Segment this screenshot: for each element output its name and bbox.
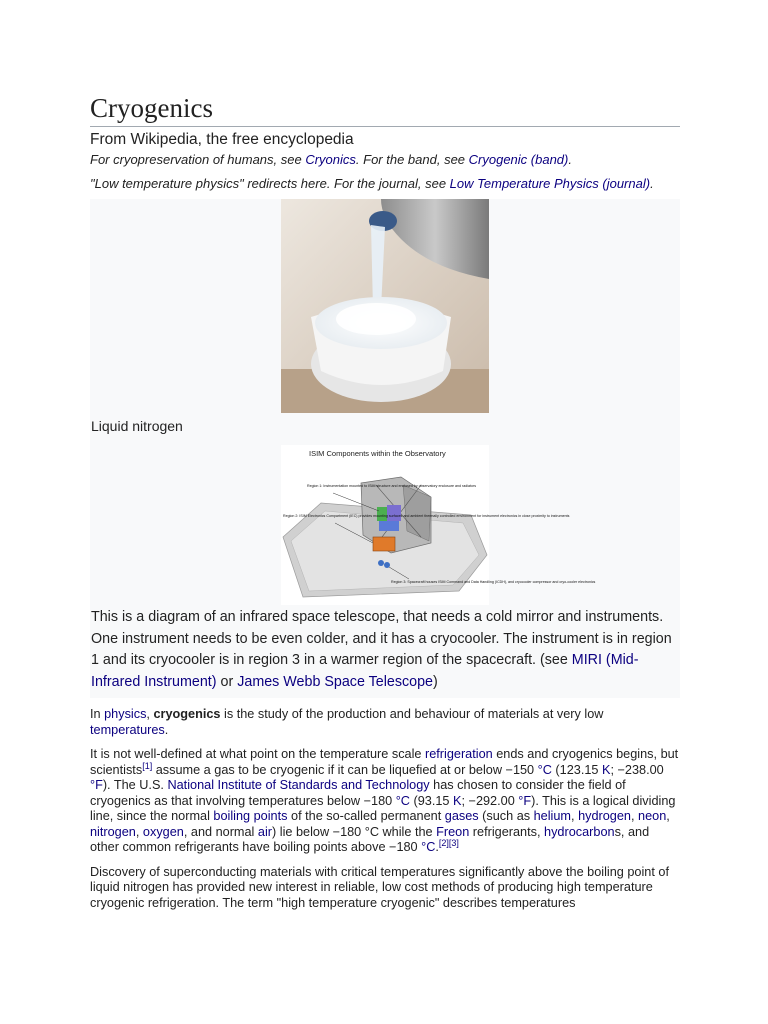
link-nist[interactable]: National Institute of Standards and Technology [167, 778, 430, 792]
text: (93.15 [409, 793, 454, 808]
region3-label: Region 3: Spacecraft houses ISIM Command and Data Handling (ICDH), and cryocooler compressor and cryo-cooler electronics [391, 580, 596, 584]
figure-caption-isim [90, 605, 680, 696]
text: ) lie below −180 °C while the [272, 824, 437, 839]
text: ). This is a logical dividing line, since the normal [90, 793, 676, 823]
link-air[interactable]: air [257, 824, 273, 839]
bold-term: cryogenics [153, 707, 221, 721]
figure-caption-liquid-nitrogen: Liquid nitrogen [91, 418, 183, 434]
text: , and normal [183, 824, 258, 839]
link-temperatures[interactable]: temperatures [90, 722, 165, 737]
hatnote-text: For cryopreservation of humans, see [90, 152, 306, 167]
liquid-nitrogen-photo[interactable] [281, 199, 489, 413]
link-kelvin[interactable]: K [453, 793, 462, 808]
link-celsius[interactable]: °C [421, 840, 436, 854]
text: ; −292.00 [461, 793, 519, 808]
link-cryogenic-band[interactable]: Cryogenic (band) [468, 152, 569, 167]
paragraph-definition [90, 747, 680, 856]
figure-box [90, 199, 680, 698]
link-celsius[interactable]: °C [395, 793, 410, 808]
caption-text: ) [433, 673, 438, 690]
link-hydrocarbons[interactable]: hydrocarbon [544, 824, 615, 839]
hatnote-text: "Low temperature physics" redirects here. For the journal, see [90, 176, 450, 191]
link-celsius[interactable]: °C [537, 762, 552, 777]
page-title: Cryogenics [90, 92, 680, 127]
region1-label: Region 1: Instrumentation mounted to ISIM structure and enclosed by observatory enclosure and radiators [307, 484, 476, 488]
isim-diagram-image [281, 445, 596, 605]
svg-text:Region 1: Instrumentation moun [307, 484, 476, 488]
text: ). The U.S. [102, 778, 168, 792]
paragraph-superconducting: Discovery of superconducting materials with critical temperatures significantly above the boiling point of liquid nitrogen has provided new interest in reliable, low cost methods of producing high temperature cryogenic refrigeration. The term "high temperature cryogenic" describes temperatures [90, 864, 669, 910]
text: of the so-called permanent [287, 809, 445, 823]
text: . [435, 840, 439, 854]
caption-text: This is a diagram of an infrared space telescope, that needs a cold mirror and instruments. One instrument needs to be even colder, and it has a cryocooler. The instrument is in region 1 and its cryocooler is in region 3 in a warmer region of the spacecraft. (see [91, 609, 672, 668]
text: In [90, 707, 105, 721]
text: , [146, 707, 154, 721]
site-subtitle: From Wikipedia, the free encyclopedia [90, 131, 354, 148]
text: (such as [478, 809, 534, 823]
text: refrigerants, [469, 824, 545, 839]
text: It is not well-defined at what point on the temperature scale [90, 747, 425, 761]
text: (123.15 [551, 762, 602, 777]
reference-2-3[interactable]: [2][3] [438, 837, 459, 848]
link-nitrogen[interactable]: nitrogen [90, 824, 136, 839]
svg-text:Region 2: ISIM Electronics Com [283, 514, 570, 518]
link-oxygen[interactable]: oxygen [142, 824, 184, 839]
link-kelvin[interactable]: K [602, 762, 611, 777]
link-cryonics[interactable]: Cryonics [305, 152, 356, 167]
region2-label: Region 2: ISIM Electronics Compartment (IEC) provides mounting surfaces and ambient thermally controlled environment for instrument electronics in close proximity to instruments [283, 514, 570, 518]
liquid-nitrogen-image [281, 199, 489, 413]
text: , [666, 809, 670, 823]
text: has chosen to consider the field of cryogenics as that involving temperatures below −180 [90, 778, 626, 808]
link-hydrogen[interactable]: hydrogen [578, 809, 631, 823]
link-refrigeration[interactable]: refrigeration [425, 747, 493, 761]
article-content [90, 92, 680, 911]
text: , [135, 824, 143, 839]
link-jwst[interactable]: James Webb Space Telescope [237, 673, 433, 690]
link-gases[interactable]: gases [444, 809, 479, 823]
link-fahrenheit[interactable]: °F [518, 793, 532, 808]
link-helium[interactable]: helium [533, 809, 571, 823]
hatnote-cryonics [90, 151, 680, 168]
hatnote-low-temperature [90, 175, 680, 192]
svg-text:Region 3: Spacecraft houses IS [391, 580, 596, 584]
link-fahrenheit[interactable]: °F [90, 778, 103, 792]
caption-text: or [216, 673, 238, 690]
text: . [164, 722, 169, 737]
text: assume a gas to be cryogenic if it can be liquefied at or below −150 [152, 762, 538, 777]
link-freon[interactable]: Freon [436, 824, 470, 839]
link-boiling-points[interactable]: boiling points [213, 809, 288, 823]
link-physics[interactable]: physics [104, 707, 147, 721]
hatnote-text: . [568, 152, 572, 167]
paragraph-intro [90, 707, 680, 738]
isim-diagram[interactable] [281, 445, 596, 605]
diagram-title: ISIM Components within the Observatory [309, 449, 446, 458]
text: is the study of the production and behaviour of materials at very low [220, 707, 604, 721]
link-miri[interactable]: MIRI (Mid-Infrared Instrument) [91, 652, 639, 690]
link-neon[interactable]: neon [638, 809, 667, 823]
text: s, and other common refrigerants have boiling points above −180 [90, 824, 650, 854]
link-low-temperature-physics-journal[interactable]: Low Temperature Physics (journal) [449, 176, 651, 191]
text: , [571, 809, 579, 823]
text: ends and cryogenics begins, but scientists [90, 747, 679, 777]
hatnote-text: . For the band, see [355, 152, 469, 167]
text: , [630, 809, 639, 823]
reference-1[interactable]: [1] [142, 760, 153, 771]
hatnote-text: . [650, 176, 654, 191]
text: ; −238.00 [610, 762, 664, 777]
